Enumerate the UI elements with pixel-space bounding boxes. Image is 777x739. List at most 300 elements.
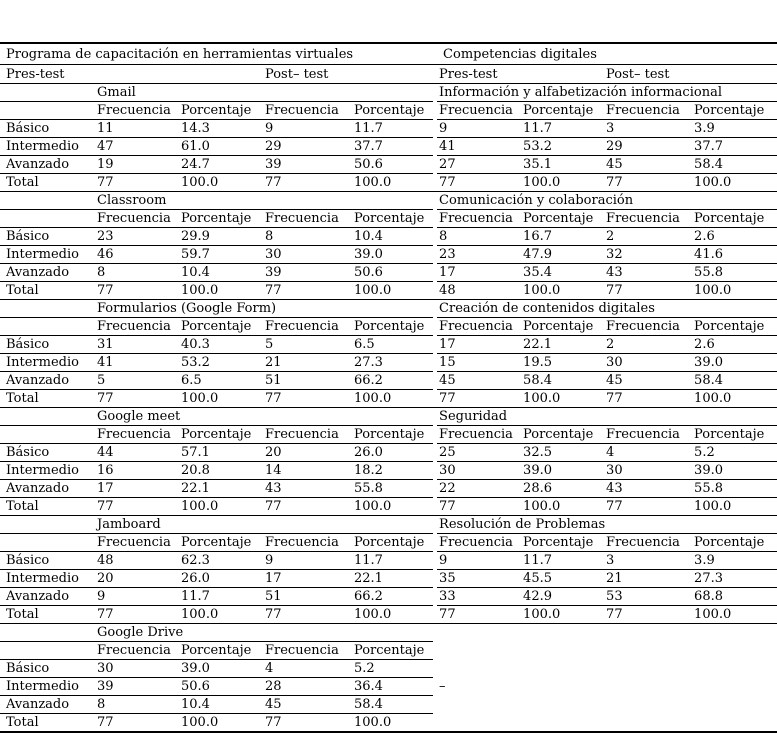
value-cell: 10.4 (179, 264, 263, 282)
section-title-left: Google meet (95, 408, 433, 426)
value-cell: 22 (437, 480, 521, 498)
row-label-empty (0, 426, 95, 444)
value-cell: 35.1 (521, 156, 604, 174)
value-cell: 36.4 (352, 678, 433, 696)
row-label-empty (0, 642, 95, 660)
row-label-empty (0, 318, 95, 336)
section-title-left: Formularios (Google Form) (95, 300, 433, 318)
row-label: Intermedio (0, 354, 95, 372)
column-header-row (0, 642, 777, 660)
value-cell: 100.0 (352, 174, 433, 192)
value-cell: 100.0 (692, 282, 777, 300)
value-cell: 17 (95, 480, 179, 498)
row-label: Básico (0, 120, 95, 138)
value-cell: 16 (95, 462, 179, 480)
column-header: Frecuencia (263, 102, 352, 120)
row-label-empty (0, 534, 95, 552)
row-label-empty (0, 408, 95, 426)
value-cell: 8 (95, 696, 179, 714)
row-label: Básico (0, 660, 95, 678)
row-label: Intermedio (0, 138, 95, 156)
value-cell: 53.2 (521, 138, 604, 156)
empty-cell (692, 678, 777, 696)
row-label-empty (0, 192, 95, 210)
value-cell: 100.0 (692, 606, 777, 624)
value-cell: 3.9 (692, 120, 777, 138)
section-title-right: Resolución de Problemas (437, 516, 777, 534)
value-cell: 77 (604, 282, 692, 300)
section-title-right: Información y alfabetización informacional (437, 84, 777, 102)
empty-cell (604, 660, 692, 678)
value-cell: 16.7 (521, 228, 604, 246)
value-cell: 5.2 (692, 444, 777, 462)
right-table-title: Competencias digitales (437, 43, 777, 65)
value-cell: 66.2 (352, 588, 433, 606)
table-row (0, 588, 777, 606)
value-cell: 77 (437, 390, 521, 408)
value-cell: 17 (263, 570, 352, 588)
value-cell: 41.6 (692, 246, 777, 264)
value-cell: 39.0 (521, 462, 604, 480)
value-cell: 26.0 (352, 444, 433, 462)
value-cell: 50.6 (352, 156, 433, 174)
table-row (0, 156, 777, 174)
value-cell: 58.4 (692, 372, 777, 390)
table-row (0, 696, 777, 714)
value-cell: 46 (95, 246, 179, 264)
value-cell: 4 (263, 660, 352, 678)
value-cell: 59.7 (179, 246, 263, 264)
section-title-row (0, 84, 777, 102)
empty-cell (521, 642, 604, 660)
table-row (0, 606, 777, 624)
section-title-right: Comunicación y colaboración (437, 192, 777, 210)
value-cell: 11.7 (179, 588, 263, 606)
row-label: Básico (0, 228, 95, 246)
value-cell: 18.2 (352, 462, 433, 480)
column-header: Frecuencia (263, 210, 352, 228)
value-cell: 100.0 (692, 390, 777, 408)
row-label: Básico (0, 336, 95, 354)
value-cell: 11.7 (352, 552, 433, 570)
column-header: Frecuencia (437, 426, 521, 444)
value-cell: 100.0 (521, 390, 604, 408)
column-header: Frecuencia (263, 318, 352, 336)
value-cell: 17 (437, 336, 521, 354)
value-cell: 45 (604, 372, 692, 390)
value-cell: 77 (604, 174, 692, 192)
row-label: Total (6, 715, 39, 730)
value-cell: 5 (95, 372, 179, 390)
row-label: Básico (0, 552, 95, 570)
section-title-row (0, 300, 777, 318)
value-cell: 14.3 (179, 120, 263, 138)
column-header: Porcentaje (352, 426, 433, 444)
empty-cell (521, 696, 604, 714)
row-label: Avanzado (0, 372, 95, 390)
empty-data-marker: – (439, 679, 446, 694)
value-cell: 37.7 (352, 138, 433, 156)
value-cell: 8 (437, 228, 521, 246)
row-label: Avanzado (0, 696, 95, 714)
row-label: Intermedio (0, 678, 95, 696)
value-cell: 100.0 (352, 498, 433, 516)
empty-cell (604, 642, 692, 660)
value-cell: 100.0 (521, 174, 604, 192)
column-header: Frecuencia (263, 642, 352, 660)
empty-cell (692, 696, 777, 714)
section-title-left: Jamboard (95, 516, 433, 534)
value-cell: 100.0 (692, 498, 777, 516)
value-cell: 43 (604, 264, 692, 282)
column-header: Porcentaje (179, 210, 263, 228)
section-title-left: Gmail (95, 84, 433, 102)
empty-cell (692, 714, 777, 733)
row-label: Intermedio (0, 462, 95, 480)
column-header: Frecuencia (437, 210, 521, 228)
value-cell: 100.0 (179, 390, 263, 408)
value-cell: 21 (263, 354, 352, 372)
value-cell: 55.8 (692, 480, 777, 498)
table-title-row (0, 43, 777, 65)
value-cell: 58.4 (692, 156, 777, 174)
section-title-right (437, 624, 777, 642)
value-cell: 100.0 (179, 174, 263, 192)
value-cell: 37.7 (692, 138, 777, 156)
value-cell: 11.7 (352, 120, 433, 138)
value-cell: 77 (95, 606, 179, 624)
column-header: Porcentaje (521, 318, 604, 336)
column-header-row (0, 534, 777, 552)
column-header: Porcentaje (521, 102, 604, 120)
table-row (0, 660, 777, 678)
value-cell: 51 (263, 372, 352, 390)
left-table-title: Programa de capacitación en herramientas virtuales (0, 43, 437, 65)
value-cell: 43 (604, 480, 692, 498)
row-label: Avanzado (0, 264, 95, 282)
value-cell: 8 (263, 228, 352, 246)
column-header: Porcentaje (692, 102, 777, 120)
value-cell: 42.9 (521, 588, 604, 606)
value-cell: 30 (604, 354, 692, 372)
value-cell: 77 (437, 606, 521, 624)
value-cell: 19.5 (521, 354, 604, 372)
value-cell: 14 (263, 462, 352, 480)
section-title-row (0, 516, 777, 534)
value-cell: 39 (95, 678, 179, 696)
row-label: Avanzado (0, 480, 95, 498)
table-row (0, 228, 777, 246)
results-table (0, 42, 777, 733)
table-row (0, 372, 777, 390)
value-cell: 44 (95, 444, 179, 462)
column-header: Frecuencia (437, 102, 521, 120)
value-cell: 2.6 (692, 228, 777, 246)
value-cell: 45 (437, 372, 521, 390)
value-cell: 17 (437, 264, 521, 282)
value-cell: 6.5 (352, 336, 433, 354)
section-title-left: Google Drive (95, 624, 433, 642)
section-title-right: Seguridad (437, 408, 777, 426)
value-cell: 9 (95, 588, 179, 606)
value-cell: 3.9 (692, 552, 777, 570)
column-header: Frecuencia (437, 534, 521, 552)
right-pretest-label: Pres-test (437, 65, 604, 84)
value-cell: 77 (263, 282, 352, 300)
empty-cell (437, 660, 521, 678)
value-cell: 5 (263, 336, 352, 354)
row-label: Intermedio (0, 246, 95, 264)
value-cell: 58.4 (521, 372, 604, 390)
column-header: Porcentaje (521, 534, 604, 552)
row-label-empty (0, 300, 95, 318)
table-row (0, 570, 777, 588)
value-cell: 26.0 (179, 570, 263, 588)
column-header: Frecuencia (95, 210, 179, 228)
value-cell: 21 (604, 570, 692, 588)
empty-cell (604, 714, 692, 733)
value-cell: 3 (604, 552, 692, 570)
value-cell: 48 (437, 282, 521, 300)
column-header-row (0, 318, 777, 336)
table-row (0, 444, 777, 462)
value-cell: 2.6 (692, 336, 777, 354)
value-cell: 61.0 (179, 138, 263, 156)
empty-cell (521, 678, 604, 696)
value-cell: 35 (437, 570, 521, 588)
value-cell: 77 (263, 606, 352, 624)
value-cell: 39.0 (352, 246, 433, 264)
table-row (0, 498, 777, 516)
value-cell: 45 (263, 696, 352, 714)
value-cell: 43 (263, 480, 352, 498)
row-label-empty (0, 84, 95, 102)
column-header: Frecuencia (604, 318, 692, 336)
value-cell: 77 (263, 174, 352, 192)
value-cell: 77 (437, 174, 521, 192)
value-cell: 33 (437, 588, 521, 606)
table-row (0, 390, 777, 408)
value-cell: 77 (95, 174, 179, 192)
value-cell: 77 (95, 498, 179, 516)
value-cell: 10.4 (179, 696, 263, 714)
value-cell: 41 (95, 354, 179, 372)
right-posttest-label: Post– test (604, 65, 777, 84)
value-cell: 30 (604, 462, 692, 480)
value-cell: 19 (95, 156, 179, 174)
table-body (0, 84, 777, 733)
table-row (0, 552, 777, 570)
value-cell: 55.8 (692, 264, 777, 282)
empty-cell (521, 714, 604, 733)
value-cell: 48 (95, 552, 179, 570)
column-header: Porcentaje (352, 642, 433, 660)
value-cell: 50.6 (352, 264, 433, 282)
value-cell: 77 (604, 390, 692, 408)
column-header: Porcentaje (179, 642, 263, 660)
value-cell: 11.7 (521, 552, 604, 570)
row-label-empty (0, 516, 95, 534)
value-cell: 47.9 (521, 246, 604, 264)
value-cell: 28 (263, 678, 352, 696)
column-header: Frecuencia (604, 426, 692, 444)
column-header: Porcentaje (352, 534, 433, 552)
row-label: Total (0, 498, 95, 516)
column-header: Frecuencia (604, 102, 692, 120)
value-cell: 20.8 (179, 462, 263, 480)
value-cell: 57.1 (179, 444, 263, 462)
value-cell: 22.1 (521, 336, 604, 354)
value-cell: 30 (263, 246, 352, 264)
value-cell: 39.0 (179, 660, 263, 678)
row-label: Intermedio (0, 570, 95, 588)
column-header: Porcentaje (179, 318, 263, 336)
value-cell: 5.2 (352, 660, 433, 678)
table-row (0, 354, 777, 372)
value-cell: 27.3 (352, 354, 433, 372)
value-cell: 32.5 (521, 444, 604, 462)
value-cell: 31 (95, 336, 179, 354)
value-cell: 100.0 (181, 715, 219, 730)
column-header: Frecuencia (95, 642, 179, 660)
column-header: Porcentaje (692, 426, 777, 444)
value-cell: 22.1 (179, 480, 263, 498)
section-title-row (0, 408, 777, 426)
row-label-empty (0, 102, 95, 120)
value-cell: 2 (604, 336, 692, 354)
value-cell: 45 (604, 156, 692, 174)
left-pretest-label: Pres-test (0, 65, 263, 84)
value-cell: 45.5 (521, 570, 604, 588)
value-cell: 29.9 (179, 228, 263, 246)
value-cell: 39.0 (692, 354, 777, 372)
value-cell: 15 (437, 354, 521, 372)
table-row (0, 462, 777, 480)
empty-cell (521, 660, 604, 678)
value-cell: 100.0 (354, 715, 392, 730)
value-cell: 27 (437, 156, 521, 174)
row-label: Básico (0, 444, 95, 462)
row-label: Total (0, 390, 95, 408)
value-cell: 24.7 (179, 156, 263, 174)
value-cell: 77 (604, 498, 692, 516)
value-cell: 23 (437, 246, 521, 264)
column-header: Frecuencia (95, 318, 179, 336)
value-cell: 100.0 (179, 282, 263, 300)
table-row (0, 282, 777, 300)
column-header: Frecuencia (437, 318, 521, 336)
value-cell: 23 (95, 228, 179, 246)
table-row (0, 120, 777, 138)
section-title-right: Creación de contenidos digitales (437, 300, 777, 318)
empty-cell (692, 660, 777, 678)
row-label: Avanzado (0, 156, 95, 174)
value-cell: 4 (604, 444, 692, 462)
row-label: Total (0, 606, 95, 624)
row-label-empty (0, 624, 95, 642)
value-cell: 55.8 (352, 480, 433, 498)
table-row (0, 264, 777, 282)
empty-cell (604, 696, 692, 714)
table-row (0, 480, 777, 498)
empty-cell (437, 696, 521, 714)
column-header: Porcentaje (521, 426, 604, 444)
empty-cell (437, 642, 521, 660)
value-cell: 29 (604, 138, 692, 156)
value-cell: 9 (263, 552, 352, 570)
value-cell: 77 (95, 282, 179, 300)
column-header: Porcentaje (179, 102, 263, 120)
value-cell: 25 (437, 444, 521, 462)
value-cell: 100.0 (521, 282, 604, 300)
value-cell: 27.3 (692, 570, 777, 588)
value-cell: 100.0 (352, 390, 433, 408)
row-label-empty (0, 210, 95, 228)
value-cell: 9 (263, 120, 352, 138)
section-title-row (0, 624, 777, 642)
section-title-left: Classroom (95, 192, 433, 210)
value-cell: 11.7 (521, 120, 604, 138)
value-cell: 77 (95, 390, 179, 408)
value-cell: 51 (263, 588, 352, 606)
value-cell: 35.4 (521, 264, 604, 282)
column-header: Frecuencia (604, 534, 692, 552)
column-header-row (0, 210, 777, 228)
column-header: Porcentaje (352, 318, 433, 336)
column-header: Porcentaje (692, 534, 777, 552)
value-cell: 2 (604, 228, 692, 246)
value-cell: 77 (437, 498, 521, 516)
column-header: Porcentaje (692, 210, 777, 228)
value-cell: 30 (95, 660, 179, 678)
value-cell: 32 (604, 246, 692, 264)
column-header: Porcentaje (179, 534, 263, 552)
value-cell: 40.3 (179, 336, 263, 354)
value-cell: 22.1 (352, 570, 433, 588)
value-cell: 100.0 (692, 174, 777, 192)
value-cell: 30 (437, 462, 521, 480)
value-cell: 11 (95, 120, 179, 138)
value-cell: 77 (604, 606, 692, 624)
column-header: Frecuencia (604, 210, 692, 228)
table-row (0, 678, 777, 696)
column-header: Frecuencia (263, 534, 352, 552)
value-cell: 77 (263, 498, 352, 516)
value-cell: 100.0 (352, 606, 433, 624)
table-row (0, 174, 777, 192)
value-cell: 20 (95, 570, 179, 588)
value-cell: 6.5 (179, 372, 263, 390)
empty-cell (604, 678, 692, 696)
value-cell: 53.2 (179, 354, 263, 372)
value-cell: 39 (263, 156, 352, 174)
value-cell: 100.0 (352, 282, 433, 300)
column-header-row (0, 426, 777, 444)
column-header: Frecuencia (263, 426, 352, 444)
value-cell: 77 (265, 715, 282, 730)
column-header: Porcentaje (692, 318, 777, 336)
value-cell: 62.3 (179, 552, 263, 570)
value-cell: 29 (263, 138, 352, 156)
column-header: Frecuencia (95, 102, 179, 120)
value-cell: 9 (437, 120, 521, 138)
row-label: Total (0, 174, 95, 192)
value-cell: 53 (604, 588, 692, 606)
value-cell: 100.0 (179, 606, 263, 624)
column-header: Porcentaje (352, 210, 433, 228)
value-cell: 100.0 (521, 498, 604, 516)
value-cell: 8 (95, 264, 179, 282)
